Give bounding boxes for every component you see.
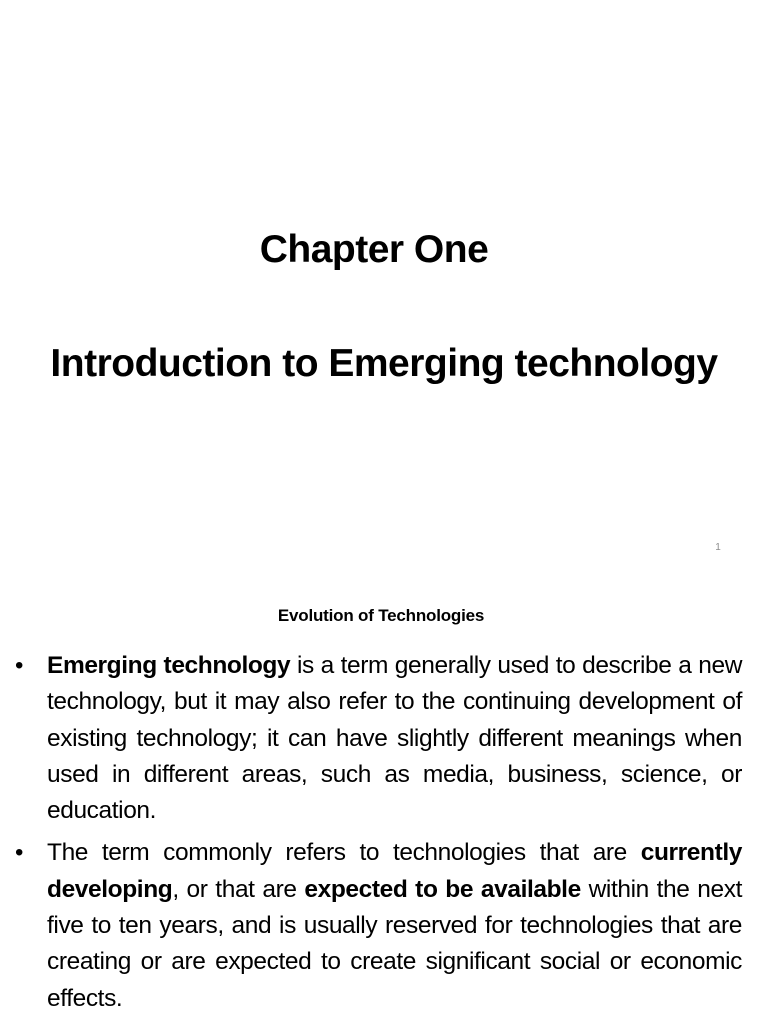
section-heading: Evolution of Technologies xyxy=(277,606,485,625)
bold-term: Emerging technology xyxy=(47,652,291,679)
bullet-text: is a term generally used to describe a new technology, but it may also refer to the continuing development of existing technology; it can have slightly different meanings when used in different areas, such as media, business, science, or education. xyxy=(47,652,742,825)
bullet-list xyxy=(15,648,742,1023)
page-number: 1 xyxy=(715,542,721,553)
bullet-text: The term commonly refers to technologies that are xyxy=(47,839,641,867)
bullet-text: , or that are xyxy=(172,875,305,903)
chapter-subtitle: Introduction to Emerging technology xyxy=(50,342,718,385)
bullet-item xyxy=(15,835,742,1016)
bullet-text: within the next five to ten years, and is usually reserved for technologies that are creating or are expected to create significant social or economic effects. xyxy=(47,875,742,1012)
bold-term: currently developing xyxy=(47,839,742,903)
bullet-item xyxy=(15,648,742,829)
bullet-icon: • xyxy=(15,839,24,867)
content-slide xyxy=(0,576,768,1024)
bold-term: expected to be available xyxy=(304,875,581,903)
chapter-title: Chapter One xyxy=(259,228,489,271)
bullet-icon: • xyxy=(15,652,24,679)
